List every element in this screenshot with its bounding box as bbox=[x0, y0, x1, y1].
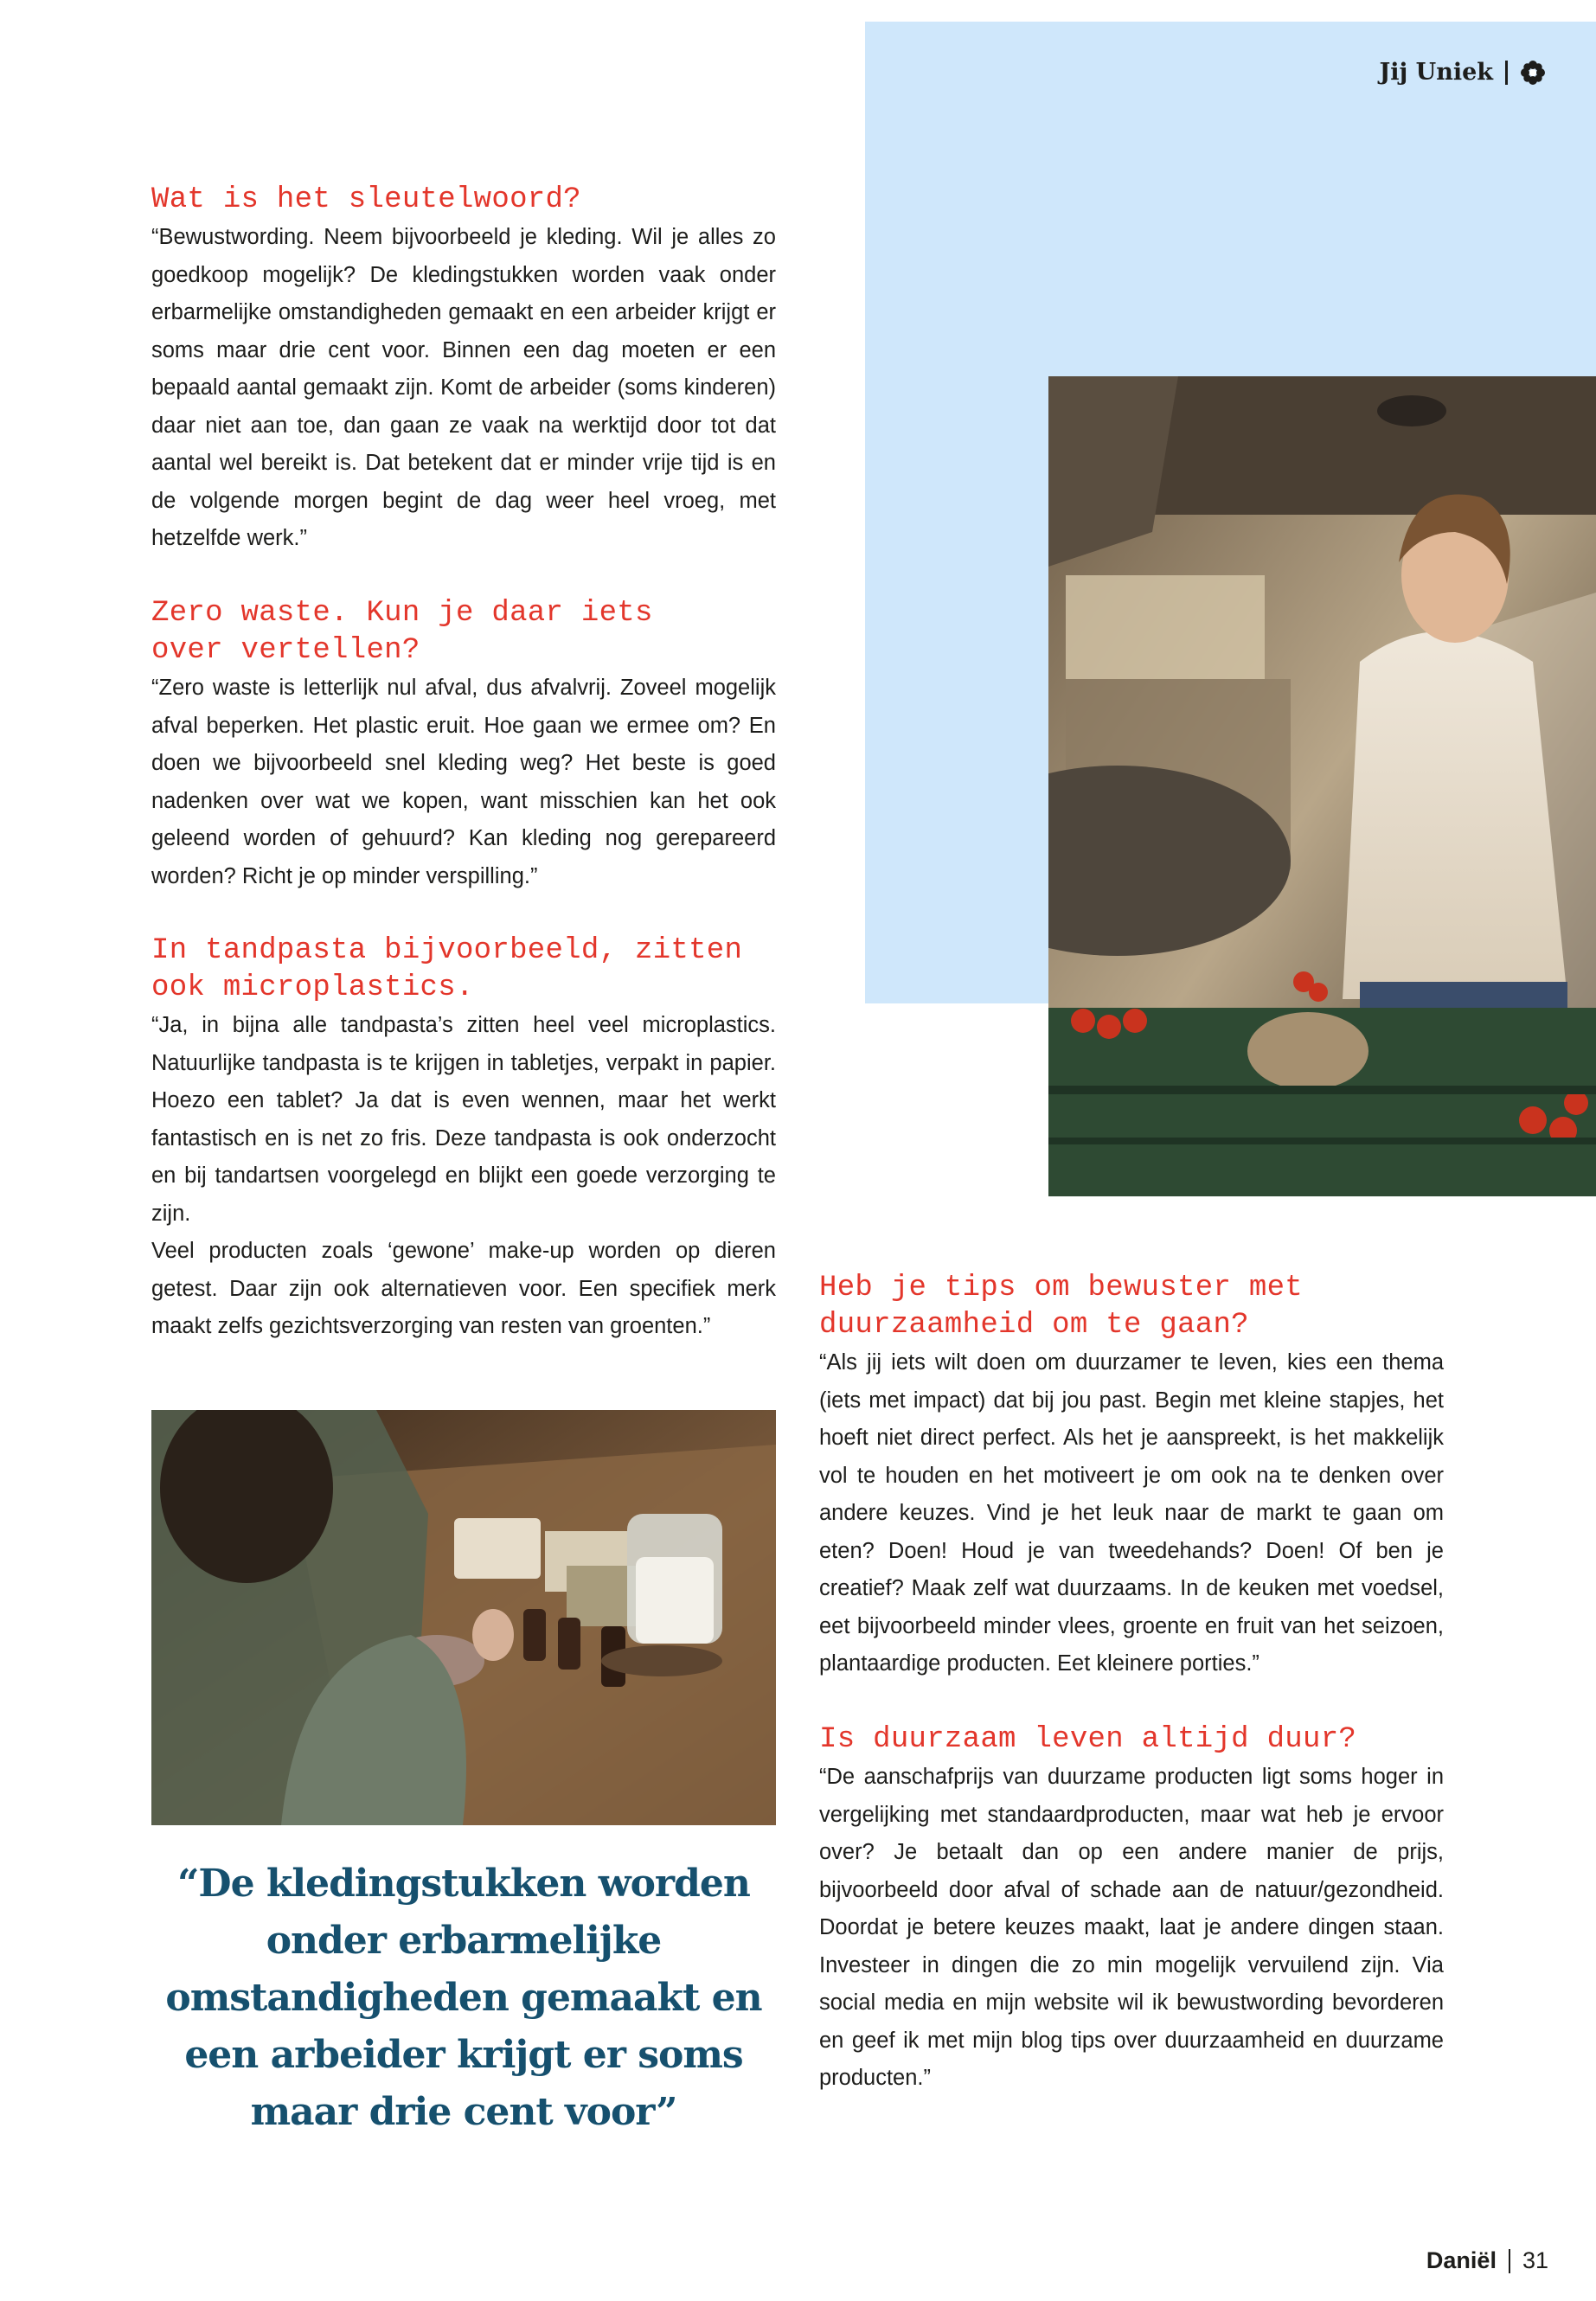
page-footer bbox=[1426, 2247, 1548, 2274]
qa-block-expensive bbox=[819, 1721, 1444, 2098]
page-number: 31 bbox=[1522, 2247, 1548, 2273]
question-heading: Zero waste. Kun je daar iets over vertellen? bbox=[151, 597, 653, 667]
answer-text: “Bewustwording. Neem bijvoorbeeld je kleding. Wil je alles zo goedkoop mogelijk? De kledingstukken worden vaak onder erbarmelijke omstandigheden gemaakt en een arbeider krijgt er soms maar drie cent voor. Binnen een dag moeten er een bepaald aantal gemaakt zijn. Komt de arbeider (soms kinderen) daar niet aan toe, dan gaan ze vaak na werktijd door tot dat aantal wel bereikt is. Dat betekent dat er minder vrije tijd is en de volgende morgen begint de dag weer heel vroeg, met hetzelfde werk.” bbox=[151, 225, 776, 550]
qa-block-tips bbox=[819, 1270, 1444, 1683]
answer-text: “Zero waste is letterlijk nul afval, dus afvalvrij. Zoveel mogelijk afval beperken. Het plastic eruit. Hoe gaan we ermee om? En doen we bijvoorbeeld snel kleding weg? Het beste is goed nadenken over wat we kopen, want misschien kan het ook geleend worden of gehuurd? Kan kleding nog gerepareerd worden? Richt je op minder verspilling.” bbox=[151, 676, 776, 888]
qa-block-toothpaste bbox=[151, 933, 776, 1346]
footer-divider bbox=[1509, 2249, 1510, 2273]
products-photo bbox=[151, 1410, 776, 1825]
section-header bbox=[1379, 59, 1546, 86]
section-title: Jij Uniek bbox=[1379, 59, 1493, 86]
pull-quote: “De kledingstukken worden onder erbarmelijke omstandigheden gemaakt en een arbeider krijgt er soms maar drie cent voor” bbox=[165, 1862, 762, 2134]
question-heading: Is duurzaam leven altijd duur? bbox=[819, 1723, 1357, 1756]
market-photo bbox=[1048, 376, 1596, 1196]
answer-text: “Ja, in bijna alle tandpasta’s zitten heel veel microplastics. Natuurlijke tandpasta is te krijgen in tabletjes, verpakt in papier. Hoezo een tablet? Ja dat is even wennen, maar het werkt fantastisch en is net zo fris. Deze tandpasta is ook onderzocht en bij tandartsen voorgelegd en blijkt een goede verzorging te zijn. bbox=[151, 1013, 776, 1226]
qa-block-keyword bbox=[151, 182, 776, 558]
answer-text: “Als jij iets wilt doen om duurzamer te leven, kies een thema (iets met impact) dat bij jou past. Begin met kleine stapjes, het hoeft niet direct perfect. Als het je aanspreekt, is het makkelijk vol te houden en het motiveert je om ook na te denken over andere keuzes. Vind je het leuk naar de markt te gaan om eten? Doen! Houd je van tweedehands? Doen! Of ben je creatief? Maak zelf wat duurzaams. In de keuken met voedsel, eet bijvoorbeeld minder vlees, groente en fruit van het seizoen, plantaardige producten. Eet kleinere porties.” bbox=[819, 1350, 1444, 1676]
header-divider bbox=[1505, 61, 1508, 85]
question-heading: In tandpasta bijvoorbeeld, zitten ook microplastics. bbox=[151, 934, 743, 1004]
qa-block-zero-waste bbox=[151, 595, 776, 895]
answer-text-continued: Veel producten zoals ‘gewone’ make-up worden op dieren getest. Daar zijn ook alternatieven voor. Een specifiek merk maakt zelfs gezichtsverzorging van resten van groenten.” bbox=[151, 1239, 776, 1338]
footer-brand: Daniël bbox=[1426, 2247, 1497, 2273]
question-heading: Wat is het sleutelwoord? bbox=[151, 183, 581, 216]
answer-text: “De aanschafprijs van duurzame producten ligt soms hoger in vergelijking met standaardproducten, maar wat heb je ervoor over? Je betaalt dan op een andere manier de prijs, bijvoorbeeld door afval of schade aan de natuur/gezondheid. Doordat je betere keuzes maakt, laat je andere dingen staan. Investeer in dingen die zo min mogelijk vervuilend zijn. Via social media en mijn website wil ik bewustwording bevorderen en geef ik met mijn blog tips over duurzaamheid en duurzame producten.” bbox=[819, 1765, 1444, 2090]
question-heading: Heb je tips om bewuster met duurzaamheid om te gaan? bbox=[819, 1272, 1303, 1342]
flower-icon bbox=[1520, 60, 1546, 86]
